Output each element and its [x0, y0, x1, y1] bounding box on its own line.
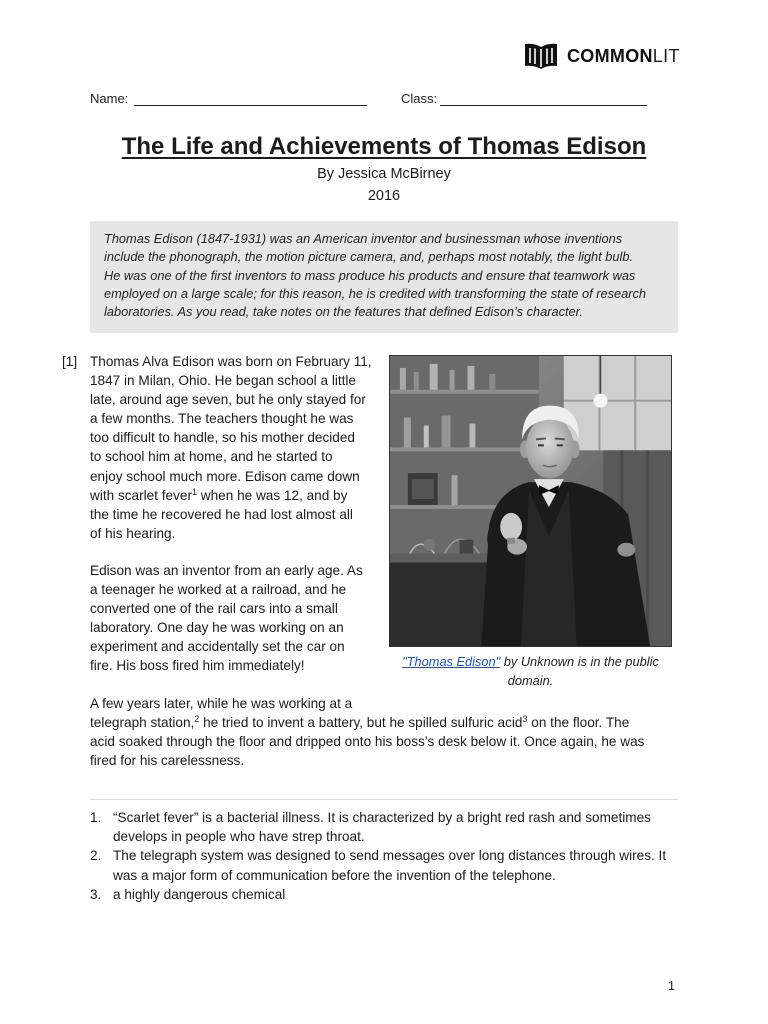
- text-run: Edison was an inventor from an early age. As: [90, 563, 363, 578]
- text-line: laboratories. As you read, take notes on the features that defined Edison’s character.: [104, 304, 583, 320]
- text-line: [90, 618, 363, 637]
- text-line: [90, 352, 372, 371]
- open-book-icon: [522, 41, 560, 71]
- paragraph-number: [1]: [62, 354, 78, 369]
- text-line: [90, 409, 372, 428]
- page-title: The Life and Achievements of Thomas Edison: [121, 133, 647, 160]
- intro-summary-box: [90, 221, 678, 333]
- text-line: The telegraph system was designed to send messages over long distances through wires. It: [113, 848, 667, 864]
- text-run: a few months. The teachers thought he was: [90, 411, 354, 427]
- text-run: fired for his carelessness.: [90, 753, 245, 769]
- text-line: [90, 447, 372, 466]
- text-run: to school him at home, and he started to: [90, 449, 333, 465]
- edison-photo-image: [390, 356, 671, 646]
- text-run: a teenager he worked at a railroad, and he: [90, 582, 347, 598]
- text-run: fire. His boss fired him immediately!: [90, 658, 305, 674]
- text-run: too difficult to handle, so his mother decided: [90, 430, 355, 446]
- class-blank-line: [440, 91, 647, 106]
- logo-text: [567, 46, 680, 66]
- text-run: converted one of the rail cars into a small: [90, 601, 338, 617]
- name-label: Name:: [90, 91, 129, 106]
- text-run: on the floor. The: [527, 715, 630, 731]
- text-line: He was one of the first inventors to mass produce his products and ensure that teamwork was: [104, 267, 636, 283]
- text-run: telegraph station,: [90, 715, 195, 731]
- footnote-number: 3.: [90, 886, 102, 902]
- text-run: of his hearing.: [90, 525, 176, 541]
- footnote-marker: 3: [522, 714, 528, 725]
- text-line: Thomas Edison (1847-1931) was an American inventor and businessman whose inventions: [104, 231, 623, 246]
- text-run: he tried to invent a battery, but he spilled sulfuric acid: [199, 715, 523, 731]
- text-line: [90, 637, 363, 656]
- paragraph-1: [90, 352, 372, 543]
- logo-text-bold: COMMON: [567, 46, 653, 66]
- text-run: 1847 in Milan, Ohio. He began school a little: [90, 373, 356, 389]
- edison-photo: [389, 355, 672, 647]
- text-line: [90, 505, 372, 524]
- text-line: [90, 713, 644, 732]
- text-run: acid soaked through the floor and dripped onto his boss’s desk below it. Once again, he was: [90, 734, 645, 750]
- text-run: laboratory. One day he was working on an: [90, 620, 344, 636]
- text-line: [90, 580, 363, 599]
- text-line: include the phonograph, the motion picture camera, and, perhaps most notably, the light bulb.: [104, 249, 634, 265]
- text-line: employed on a large scale; for this reason, he is credited with transforming the state of research: [104, 285, 647, 301]
- text-run: with scarlet fever: [90, 487, 192, 503]
- footnote-item: [90, 846, 678, 884]
- text-line: [90, 428, 372, 447]
- text-line: [90, 467, 372, 486]
- footnote-text: [113, 846, 666, 884]
- footnote-number: 1.: [90, 810, 102, 825]
- text-line: develops in people who have strep throat.: [113, 829, 365, 845]
- text-line: “Scarlet fever” is a bacterial illness. It is characterized by a bright red rash and sometimes: [113, 810, 651, 825]
- text-line: [90, 732, 644, 751]
- text-run: the time he recovered he had lost almost all: [90, 506, 353, 522]
- footnote-marker: 1: [192, 486, 198, 497]
- text-line: [90, 371, 372, 390]
- name-blank-line: [134, 91, 367, 106]
- text-line: [90, 751, 644, 770]
- page-number: 1: [668, 979, 675, 993]
- caption-text: by Unknown is in the public: [500, 654, 659, 669]
- text-line: [90, 524, 372, 543]
- text-line: [90, 561, 363, 580]
- paragraph-3: [90, 694, 644, 770]
- publication-year: 2016: [367, 188, 401, 204]
- class-label: Class:: [401, 91, 438, 106]
- text-run: Thomas Alva Edison was born on February 11,: [90, 354, 372, 369]
- text-line: [90, 694, 644, 713]
- text-run: enjoy school much more. Edison came down: [90, 468, 360, 484]
- text-line: [90, 656, 363, 675]
- footnote-item: [90, 885, 678, 904]
- footnote-item: [90, 808, 678, 846]
- text-line: a highly dangerous chemical: [113, 886, 286, 902]
- text-run: late, around age seven, but he only stayed for: [90, 392, 366, 408]
- footnote-separator: [90, 799, 678, 800]
- text-line: was a major form of communication before the invention of the telephone.: [113, 867, 556, 883]
- photo-caption: [389, 652, 672, 690]
- footnote-text: [113, 808, 651, 846]
- footnote-number: 2.: [90, 848, 102, 864]
- paragraph-2: [90, 561, 363, 676]
- footnote-marker: 2: [194, 714, 200, 725]
- text-line: [90, 390, 372, 409]
- logo-text-light: LIT: [652, 46, 680, 66]
- caption-text-line-2: domain.: [507, 673, 554, 688]
- text-run: when he was 12, and by: [197, 487, 348, 503]
- commonlit-logo: [522, 41, 682, 71]
- footnotes-list: [90, 808, 678, 904]
- text-line: [90, 599, 363, 618]
- text-run: experiment and accidentally set the car on: [90, 639, 345, 655]
- author-byline: By Jessica McBirney: [317, 166, 451, 182]
- text-line: [90, 486, 372, 505]
- text-run: A few years later, while he was working at a: [90, 696, 353, 711]
- footnote-text: [113, 885, 285, 904]
- image-source-link[interactable]: "Thomas Edison": [402, 654, 501, 669]
